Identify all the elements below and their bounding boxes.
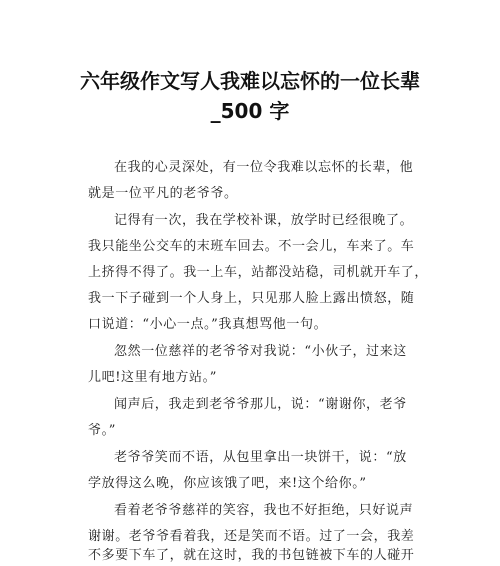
paragraph-line: 爷。” — [88, 423, 116, 438]
paragraph-line: 忽然一位慈祥的老爷爷对我说：“小伙子，过来这 — [114, 344, 407, 359]
paragraph-line: 我只能坐公交车的末班车回去。不一会儿，车来了。车 — [88, 239, 415, 254]
paragraph-line: 记得有一次，我在学校补课，放学时已经很晚了。 — [114, 213, 414, 228]
paragraph-line: 就是一位平凡的老爷爷。 — [88, 186, 238, 201]
paragraph-line: 口说道：“小心一点。”我真想骂他一句。 — [88, 317, 328, 332]
paragraph-line: 学放得这么晚，你应该饿了吧，来!这个给你。” — [88, 476, 367, 491]
paragraph-line: 在我的心灵深处，有一位令我难以忘怀的长辈，他 — [114, 160, 414, 175]
paragraph-line: 儿吧!这里有地方站。” — [88, 370, 217, 385]
document-title: 六年级作文写人我难以忘怀的一位长辈 — [80, 69, 420, 93]
paragraph-line: 闻声后，我走到老爷爷那儿，说：“谢谢你，老爷 — [114, 397, 407, 412]
paragraph-line: 看着老爷爷慈祥的笑容，我也不好拒绝，只好说声 — [114, 503, 414, 518]
paragraph-line: 谢谢。老爷爷看着我，还是笑而不语。过了一会，我差 — [88, 529, 415, 544]
paragraph-line: 我一下子碰到一个人身上，只见那人脸上露出愤怒，随 — [88, 291, 415, 306]
document-title-suffix: _500 字 — [210, 99, 290, 123]
paragraph-line: 不多要下车了，就在这时，我的书包链被下车的人碰开 — [88, 548, 415, 563]
paragraph-line: 老爷爷笑而不语，从包里拿出一块饼干，说：“放 — [114, 450, 407, 465]
paragraph-line: 上挤得不得了。我一上车，站都没站稳，司机就开车了， — [88, 265, 429, 280]
